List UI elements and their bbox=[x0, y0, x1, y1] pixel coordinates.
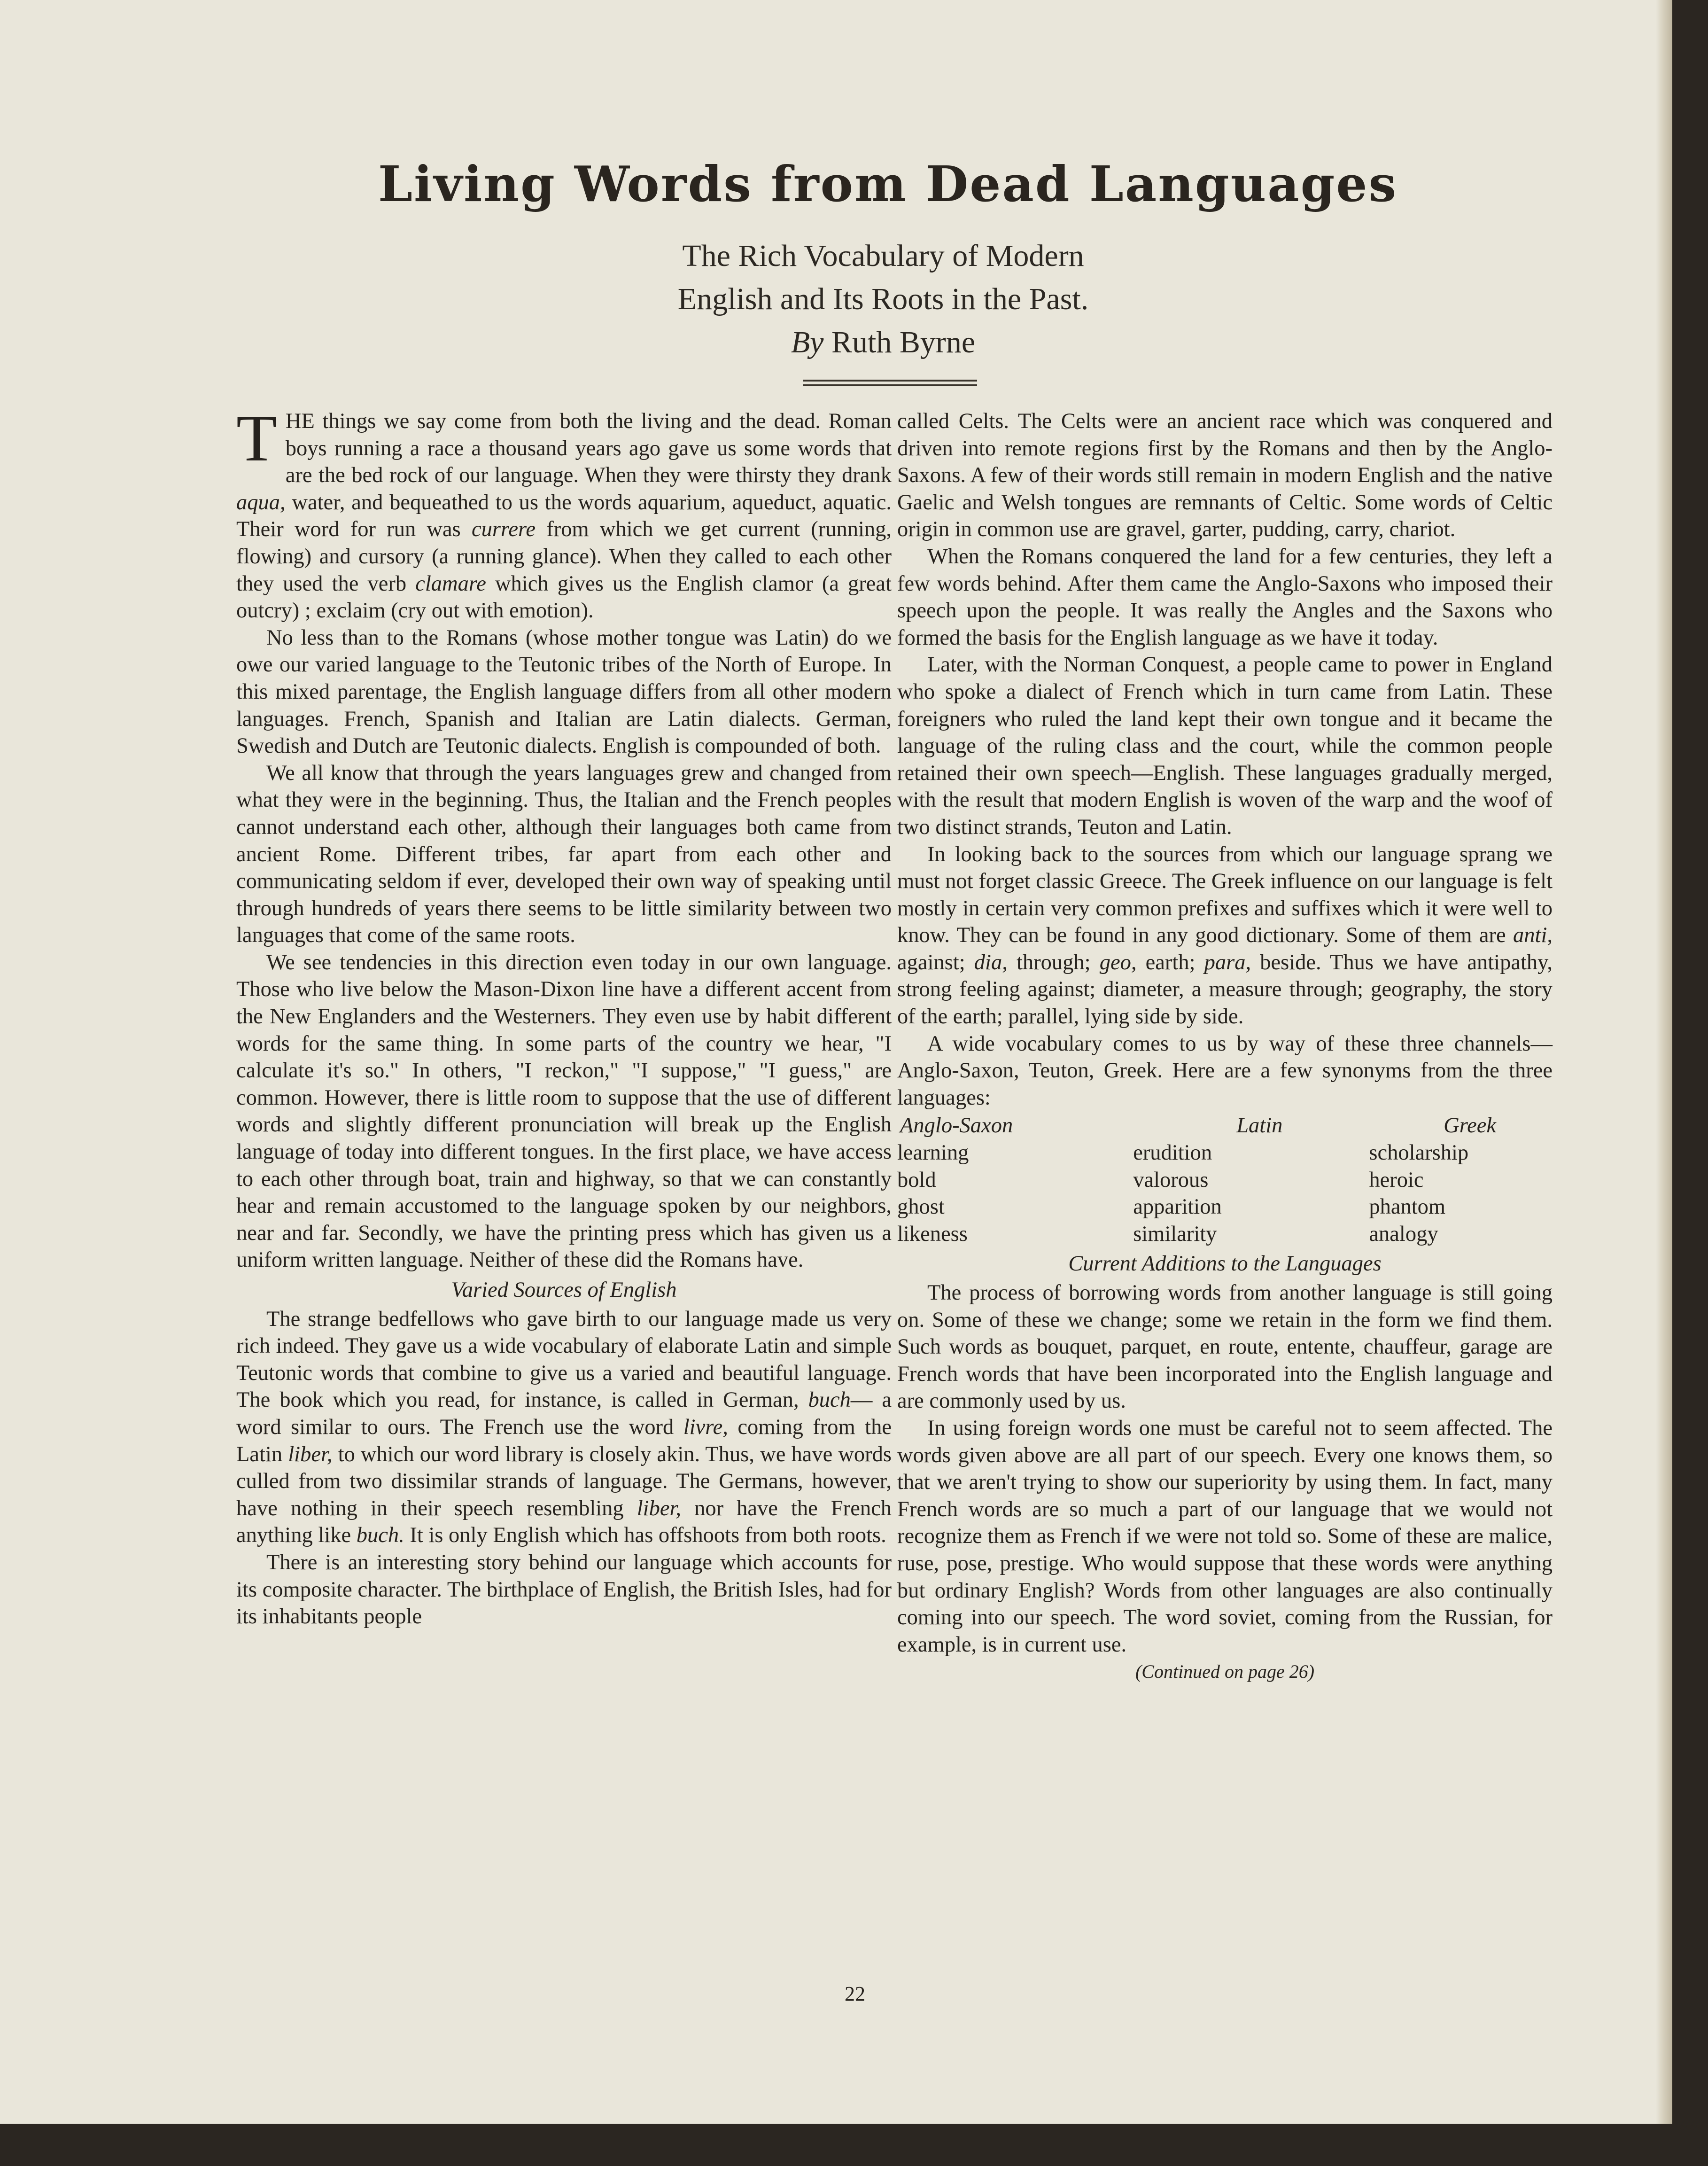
right-paragraph-1: called Celts. The Celts were an ancient race which was conquered and driven into remote regions first by the Romans and then by the Anglo-Saxons. A few of their words still remain in modern English and the native Gaelic and Welsh tongues are remnants of Celtic. Some words of Celtic origin in common use are gravel, garter, pudding, carry, chariot. bbox=[897, 409, 1553, 542]
right-paragraph-6: The process of borrowing words from another language is still going on. Some of these we change; some we retain in the form we find them. Such words as bouquet, parquet, en route, entente, chauffeur, garage are French words that have been incorporated into the English language and are commonly used by us. bbox=[897, 1281, 1553, 1413]
text-run: nor have the French anything like bbox=[236, 1496, 892, 1548]
scan-edge-right bbox=[1672, 0, 1708, 2166]
right-column bbox=[897, 408, 1553, 1685]
synonym-table-header bbox=[897, 1112, 1553, 1139]
author-name: Ruth Byrne bbox=[831, 325, 976, 359]
table-row bbox=[897, 1221, 1553, 1248]
text-run: which gives us the English clamor (a great outcry) ; exclaim (cry out with emotion). bbox=[236, 571, 892, 623]
text-run: The strange bedfellows who gave birth to our language made us very rich indeed. They gave us a wide vocabulary of elaborate Latin and simple Teutonic words that combine to give us a varied and beautiful language. The book which you read, for instance, is called in German, bbox=[236, 1307, 892, 1412]
table-cell: heroic bbox=[1369, 1168, 1424, 1192]
right-paragraph-3: Later, with the Norman Conquest, a people came to power in England who spoke a dialect of French which in turn came from Latin. These foreigners who ruled the land kept their own tongue and it became the language of the ruling class and the court, while the common people retained their own speech—English. These languages gradually merged, with the result that modern English is woven of the warp and the woof of two distinct strands, Teuton and Latin. bbox=[897, 653, 1553, 839]
text-run: water, and bequeathed to us the words aquarium, aqueduct, aquatic. Their word for run was bbox=[236, 490, 892, 542]
italic-term: aqua, bbox=[236, 490, 286, 514]
left-paragraph-1 bbox=[236, 401, 892, 624]
left-column bbox=[236, 401, 892, 1630]
article-subtitle-line2: English and Its Roots in the Past. bbox=[677, 282, 1089, 316]
text-run: from which we get current (running, flowing) and cursory (a running glance). When they called to each other they used the verb bbox=[236, 517, 892, 596]
italic-term: liber, bbox=[637, 1496, 682, 1520]
table-cell: bold bbox=[897, 1168, 936, 1192]
right-paragraph-5: A wide vocabulary comes to us by way of these three channels—Anglo-Saxon, Teuton, Greek. Here are a few synonyms from the three languages: bbox=[897, 1031, 1553, 1110]
right-paragraph-2: When the Romans conquered the land for a few centuries, they left a few words behind. After them came the Anglo-Saxons who imposed their speech upon the people. It was really the Angles and the Saxons who formed the basis for the English language as we have it today. bbox=[897, 544, 1553, 650]
right-paragraph-4 bbox=[897, 841, 1553, 1030]
table-cell: similarity bbox=[1133, 1222, 1217, 1246]
section-heading-current-additions: Current Additions to the Languages bbox=[1068, 1252, 1382, 1276]
article-title: Living Words from Dead Languages bbox=[378, 155, 1398, 213]
article-subtitle-line1: The Rich Vocabulary of Modern bbox=[682, 239, 1084, 273]
italic-term: liber, bbox=[288, 1442, 333, 1466]
text-run: to which our word library is closely akin. Thus, we have words culled from two dissimilar strands of language. The Germans, however, have nothing in their speech resembling bbox=[236, 1442, 892, 1520]
italic-term: para, bbox=[1204, 950, 1251, 974]
text-run: earth; bbox=[1136, 950, 1204, 974]
continued-note: (Continued on page 26) bbox=[1135, 1661, 1315, 1683]
italic-term: buch. bbox=[356, 1523, 404, 1548]
scan-edge-bottom bbox=[0, 2124, 1708, 2166]
synonym-table bbox=[897, 1112, 1553, 1247]
drop-cap: T bbox=[236, 401, 277, 475]
text-run: beside. Thus we have antipathy, strong feeling against; diameter, a measure through; geography, the story of the earth; parallel, lying side by side. bbox=[897, 950, 1553, 1029]
byline-prefix: By bbox=[791, 325, 824, 359]
text-run: coming from the Latin bbox=[236, 1415, 892, 1466]
table-cell: apparition bbox=[1133, 1195, 1222, 1219]
text-run: through; bbox=[1007, 950, 1100, 974]
table-cell: ghost bbox=[897, 1195, 945, 1219]
left-paragraph-2: No less than to the Romans (whose mother tongue was Latin) do we owe our varied language to the Teutonic tribes of the North of Europe. In this mixed parentage, the English language differs from all other modern languages. French, Spanish and Italian are Latin dialects. German, Swedish and Dutch are Teutonic dialects. English is compounded of both. bbox=[236, 625, 892, 758]
header-latin: Latin bbox=[1236, 1114, 1283, 1138]
byline bbox=[517, 321, 1250, 364]
italic-term: livre, bbox=[683, 1415, 728, 1439]
page-number: 22 bbox=[845, 1982, 865, 2005]
text-run: against; bbox=[897, 950, 974, 974]
title-rule-top bbox=[803, 380, 977, 382]
table-row bbox=[897, 1193, 1553, 1221]
left-paragraph-3: We all know that through the years languages grew and changed from what they were in the beginning. Thus, the Italian and the French peoples cannot understand each other, although their languages both came from ancient Rome. Different tribes, far apart from each other and communicating seldom if ever, developed their own way of speaking until through hundreds of years there seems to be little similarity between two languages that come of the same roots. bbox=[236, 761, 892, 948]
text-run: — a word similar to ours. The French use the word bbox=[236, 1388, 892, 1439]
section-heading-varied-sources: Varied Sources of English bbox=[451, 1278, 677, 1302]
left-paragraph-5 bbox=[236, 1306, 892, 1549]
table-cell: valorous bbox=[1133, 1168, 1209, 1192]
text-run: In looking back to the sources from which our language sprang we must not forget classic Greece. The Greek influence on our language is felt mostly in certain very common prefixes and suffixes which it were well to know. They can be found in any good dictionary. Some of them are bbox=[897, 842, 1553, 948]
table-cell: scholarship bbox=[1369, 1141, 1469, 1165]
italic-term: dia, bbox=[974, 950, 1008, 974]
italic-term: geo, bbox=[1099, 950, 1137, 974]
text-run: It is only English which has offshoots from both roots. bbox=[404, 1523, 886, 1548]
italic-term: buch bbox=[808, 1388, 851, 1412]
table-row bbox=[897, 1139, 1553, 1167]
italic-term: anti, bbox=[1513, 923, 1553, 948]
title-rule-bottom bbox=[803, 384, 977, 386]
text-run: HE things we say come from both the living and the dead. Roman boys running a race a thousand years ago gave us some words that are the bed rock of our language. When they were thirsty they drank bbox=[285, 409, 892, 488]
italic-term: clamare bbox=[415, 571, 486, 596]
page-fold-shadow bbox=[1656, 0, 1672, 2124]
left-paragraph-6: There is an interesting story behind our language which accounts for its composite character. The birthplace of English, the British Isles, had for its inhabitants people bbox=[236, 1550, 892, 1629]
table-row bbox=[897, 1167, 1553, 1194]
table-cell: erudition bbox=[1133, 1141, 1212, 1165]
italic-term: currere bbox=[472, 517, 536, 542]
table-cell: phantom bbox=[1369, 1195, 1446, 1219]
table-cell: likeness bbox=[897, 1222, 968, 1246]
header-greek: Greek bbox=[1444, 1114, 1496, 1138]
table-cell: learning bbox=[897, 1141, 969, 1165]
right-paragraph-7: In using foreign words one must be careful not to seem affected. The words given above are all part of our speech. Every one knows them, so that we aren't trying to show our superiority by using them. In fact, many French words are so much a part of our language that we would not recognize them as French if we were not told so. Some of these are malice, ruse, pose, prestige. Who would suppose that these words were anything but ordinary English? Words from other languages are also continually coming into our speech. The word soviet, coming from the Russian, for example, is in current use. bbox=[897, 1416, 1553, 1657]
table-cell: analogy bbox=[1369, 1222, 1438, 1246]
header-anglo-saxon: Anglo-Saxon bbox=[900, 1114, 1013, 1138]
left-paragraph-4: We see tendencies in this direction even today in our own language. Those who live below the Mason-Dixon line have a different accent from the New Englanders and the Westerners. They even use by habit different words for the same thing. In some parts of the country we hear, "I calculate it's so." In others, "I reckon," "I suppose," "I guess," are common. However, there is little room to suppose that the use of different words and slightly different pronunciation will break up the English language of today into different tongues. In the first place, we have access to each other through boat, train and highway, so that we can constantly hear and remain accustomed to the language spoken by our neighbors, near and far. Secondly, we have the printing press which has given us a uniform written language. Neither of these did the Romans have. bbox=[236, 950, 892, 1272]
